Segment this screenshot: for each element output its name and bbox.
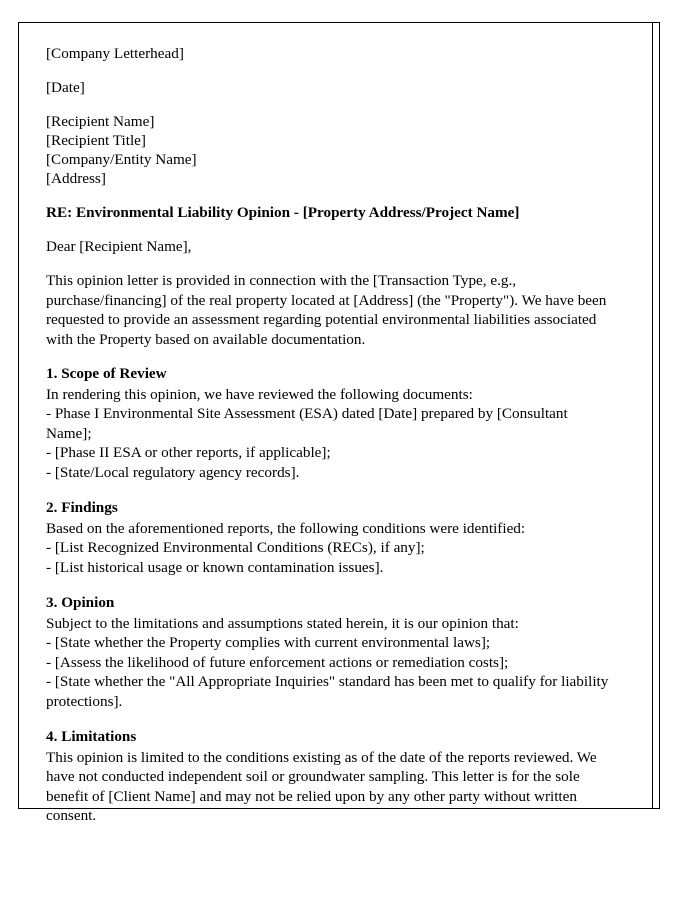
recipient-address: [Address]: [46, 170, 106, 187]
section-line: - Phase I Environmental Site Assessment (ESA) dated [Date] prepared by [Consultant Name];: [46, 405, 568, 442]
section-line: Based on the aforementioned reports, the following conditions were identified:: [46, 519, 526, 537]
intro-paragraph: This opinion letter is provided in connection with the [Transaction Type, e.g., purchase/financing] of the real property located at [Address] (the "Property"). We have been requested to provide an assessment regarding potential environmental liabilities associated with the Property based on available documentation.: [46, 272, 607, 348]
section-line: - [List Recognized Environmental Conditions (RECs), if any];: [46, 539, 425, 556]
date-line: [46, 78, 616, 97]
intro-paragraph-block: [46, 271, 616, 349]
letterhead-placeholder: [Company Letterhead]: [46, 45, 184, 62]
section-line: In rendering this opinion, we have reviewed the following documents:: [46, 385, 473, 403]
salutation: Dear [Recipient Name],: [46, 238, 192, 255]
recipient-block: [46, 112, 616, 188]
section-heading: 1. Scope of Review: [46, 365, 167, 382]
section-heading: 3. Opinion: [46, 594, 115, 611]
recipient-name: [Recipient Name]: [46, 113, 155, 130]
section-limitations: [46, 727, 616, 826]
section-heading: 2. Findings: [46, 499, 118, 516]
section-line: Subject to the limitations and assumptions stated herein, it is our opinion that:: [46, 614, 519, 632]
section-opinion: [46, 593, 616, 711]
section-line: - [Phase II ESA or other reports, if applicable];: [46, 444, 331, 461]
section-heading: 4. Limitations: [46, 728, 137, 745]
recipient-company: [Company/Entity Name]: [46, 151, 197, 168]
section-line: This opinion is limited to the conditions existing as of the date of the reports reviewed. We have not conducted independent soil or groundwater sampling. This letter is for the sole benefit of [Client Name] and may not be relied upon by any other party without written consent.: [46, 748, 597, 824]
subject-line: RE: Environmental Liability Opinion - [Property Address/Project Name]: [46, 204, 520, 221]
section-line: - [State whether the "All Appropriate Inquiries" standard has been met to qualify for liability protections].: [46, 673, 609, 710]
subject-line-block: [46, 203, 616, 222]
section-line: - [Assess the likelihood of future enforcement actions or remediation costs];: [46, 653, 509, 671]
section-line: - [State/Local regulatory agency records].: [46, 463, 300, 481]
section-scope-of-review: [46, 364, 616, 482]
section-findings: [46, 498, 616, 577]
date-placeholder: [Date]: [46, 79, 85, 96]
recipient-title: [Recipient Title]: [46, 132, 146, 149]
page-border-right-edge: [652, 22, 660, 809]
salutation-block: [46, 237, 616, 256]
section-line: - [List historical usage or known contamination issues].: [46, 558, 384, 576]
section-line: - [State whether the Property complies with current environmental laws];: [46, 634, 491, 651]
document-body: [46, 44, 616, 842]
letterhead-line: [46, 44, 616, 63]
